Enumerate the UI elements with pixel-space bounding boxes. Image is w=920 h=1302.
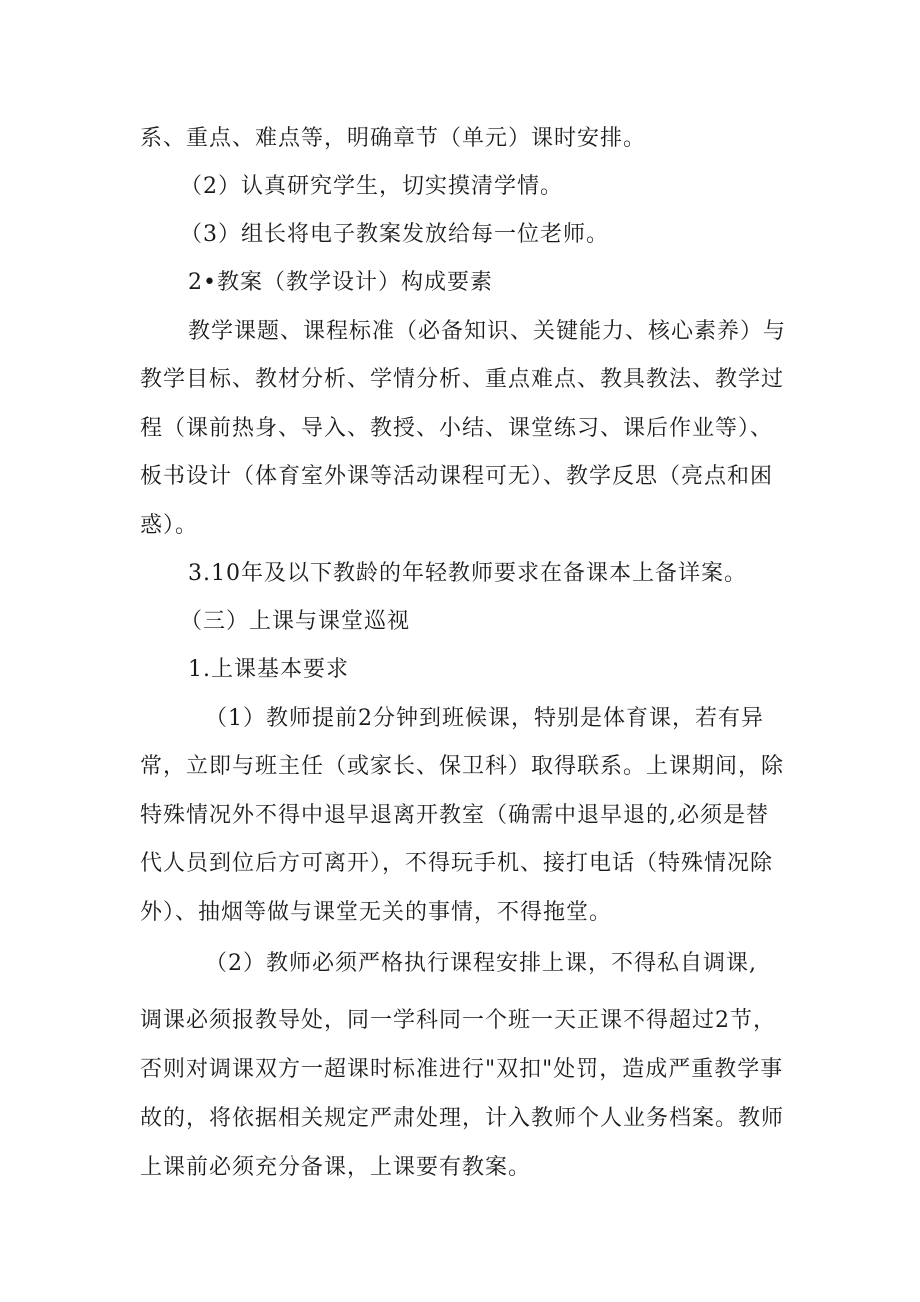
- section-heading: （三）上课与课堂巡视: [180, 609, 411, 634]
- section-heading: 2•教案（教学设计）构成要素: [188, 270, 493, 295]
- text-line: （1）教师提前2分钟到班候课，特别是体育课，若有异: [205, 706, 764, 731]
- text-line: 板书设计（体育室外课等活动课程可无）、教学反思（亮点和困: [140, 464, 774, 489]
- text-line: （2）认真研究学生，切实摸清学情。: [180, 174, 563, 199]
- text-line: （2）教师必须严格执行课程安排上课，不得私自调课,: [205, 951, 757, 976]
- text-line: 上课前必须充分备课，上课要有教案。: [140, 1155, 532, 1180]
- text-line: （3）组长将电子教案发放给每一位老师。: [180, 222, 609, 247]
- text-line: 程（课前热身、导入、教授、小结、课堂练习、课后作业等）、: [140, 416, 774, 441]
- text-line: 外）、抽烟等做与课堂无关的事情，不得拖堂。: [140, 900, 613, 925]
- text-line: 3.10年及以下教龄的年轻教师要求在备课本上备详案。: [188, 561, 747, 586]
- text-line: 故的，将依据相关规定严肃处理，计入教师个人业务档案。教师: [140, 1106, 785, 1131]
- text-line: 系、重点、难点等，明确章节（单元）课时安排。: [140, 126, 647, 151]
- text-line: 教学目标、教材分析、学情分析、重点难点、教具教法、教学过: [140, 367, 785, 392]
- text-line: 惑）。: [140, 513, 199, 538]
- text-line: 特殊情况外不得中退早退离开教室（确需中退早退的,必须是替: [140, 803, 769, 828]
- text-line: 调课必须报教导处，同一学科同一个班一天正课不得超过2节，: [140, 1008, 776, 1033]
- text-line: 常，立即与班主任（或家长、保卫科）取得联系。上课期间，除: [140, 754, 785, 779]
- text-line: 教学课题、课程标准（必备知识、关键能力、核心素养）与: [188, 319, 787, 344]
- text-line: 否则对调课双方一超课时标准进行"双扣"处罚，造成严重教学事: [140, 1057, 784, 1082]
- subsection-heading: 1.上课基本要求: [188, 657, 349, 682]
- text-line: 代人员到位后方可离开），不得玩手机、接打电话（特殊情况除: [140, 851, 774, 876]
